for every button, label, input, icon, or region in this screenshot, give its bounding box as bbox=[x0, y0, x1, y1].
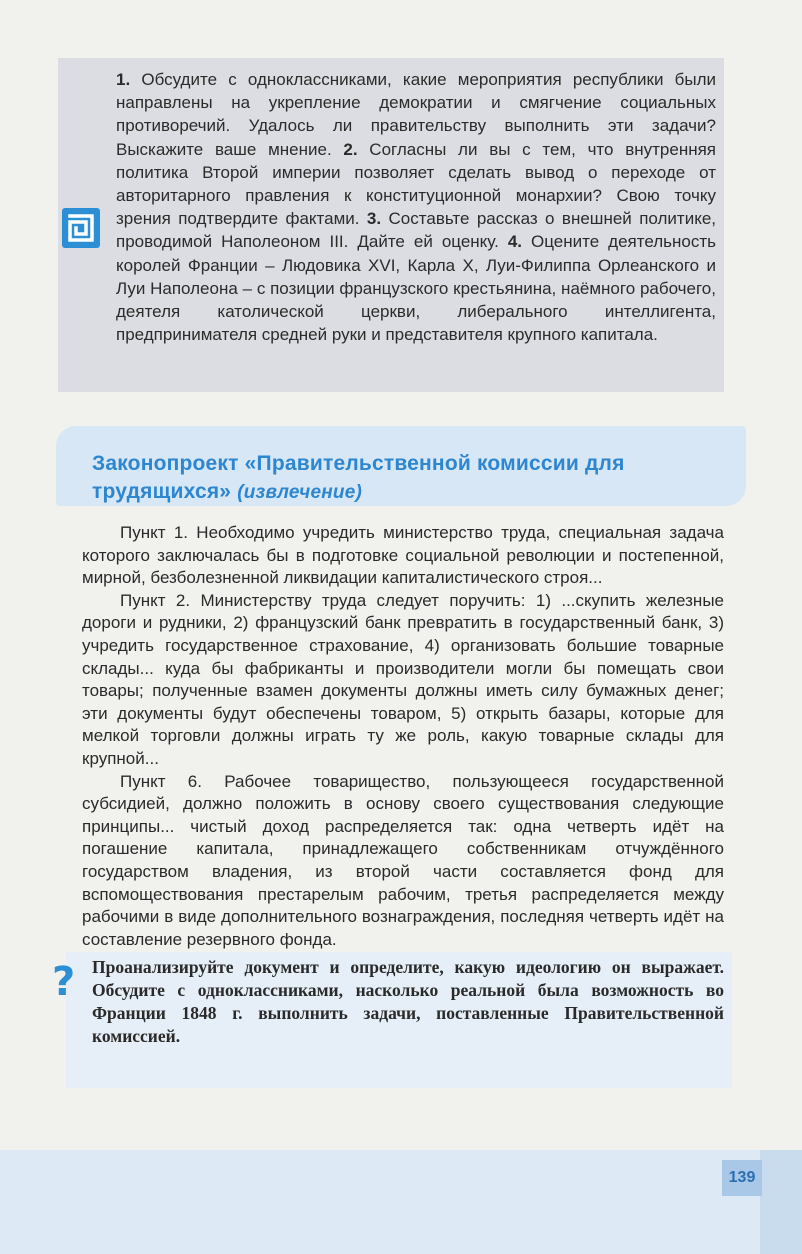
task-number-2: 2. bbox=[343, 139, 358, 159]
footer-side-band bbox=[760, 1150, 802, 1254]
document-title-text: Законопроект «Правительственной комиссии для трудящихся» bbox=[92, 452, 625, 503]
task-text-2: Согласны ли вы с тем, что внутренняя политика Второй империи позволяет сделать вывод о переходе от авторитарного правления к конституционной монархии? Свою точку зрения подтвердите фактами. bbox=[116, 139, 717, 229]
task-number-1: 1. bbox=[116, 70, 131, 89]
document-title-note: (извлечение) bbox=[237, 482, 363, 503]
document-title bbox=[92, 450, 732, 507]
task-text-1: Обсудите с одноклассниками, какие мероприятия республики были направлены на укрепление демократии и смягчение социальных противоречий. Удалось ли правительству выполнить эти задачи? Выскажите ваше мнение. bbox=[116, 70, 716, 159]
document-paragraph-2: Пункт 2. Министерству труда следует поручить: 1) ...скупить железные дороги и рудники, 2) французский банк превратить в государственный банк, 3) учредить государственное страхование, 4) организовать большие товарные склады... куда бы фабриканты и производители могли бы помещать свои товары; полученные взамен документы должны иметь силу бумажных денег; эти документы будут обеспечены товаром, 5) открыть базары, которые для мелкой торговли должны играть ту же роль, какую товарные склады для крупной... bbox=[82, 590, 724, 768]
section-spiral-icon bbox=[62, 208, 100, 248]
tasks-text bbox=[116, 68, 716, 346]
task-text-4: Оцените деятельность королей Франции – Людовика XVI, Карла X, Луи-Филиппа Орлеанского и Луи Наполеона – с позиции французского крестьянина, наёмного рабочего, деятеля католической церкви, либерального интеллигента, предпринимателя средней руки и представителя крупного капитала. bbox=[116, 232, 717, 345]
document-body bbox=[82, 522, 724, 951]
document-paragraph-3: Пункт 6. Рабочее товарищество, пользующееся государственной субсидией, должно положить в основу своего существования следующие принципы... чистый доход распределяется так: одна четверть идёт на погашение капитала, принадлежащего собственникам отчуждённого государством владения, из второй части составляется фонд для вспомоществования престарелым рабочим, третья распределяется между рабочими в виде дополнительного вознаграждения, последняя четверть идёт на составление резервного фонда. bbox=[82, 771, 724, 949]
task-number-4: 4. bbox=[507, 232, 523, 252]
footer-band bbox=[0, 1150, 802, 1254]
task-number-3: 3. bbox=[366, 209, 382, 229]
document-paragraph-1: Пункт 1. Необходимо учредить министерство труда, специальная задача которого заключалась бы в подготовке социальной революции и постепенной, мирной, безболезненной ликвидации капиталистического строя... bbox=[82, 523, 724, 588]
question-mark-icon: ? bbox=[52, 959, 76, 1005]
question-text: Проанализируйте документ и определите, какую идеологию он выражает. Обсудите с одноклассниками, насколько реальной была возможность во Франции 1848 г. выполнить задачи, поставленные Правительственной комиссией. bbox=[92, 957, 724, 1046]
task-text-3: Составьте рассказ о внешней политике, проводимой Наполеоном III. Дайте ей оценку. bbox=[116, 209, 716, 252]
page-number: 139 bbox=[722, 1160, 762, 1196]
